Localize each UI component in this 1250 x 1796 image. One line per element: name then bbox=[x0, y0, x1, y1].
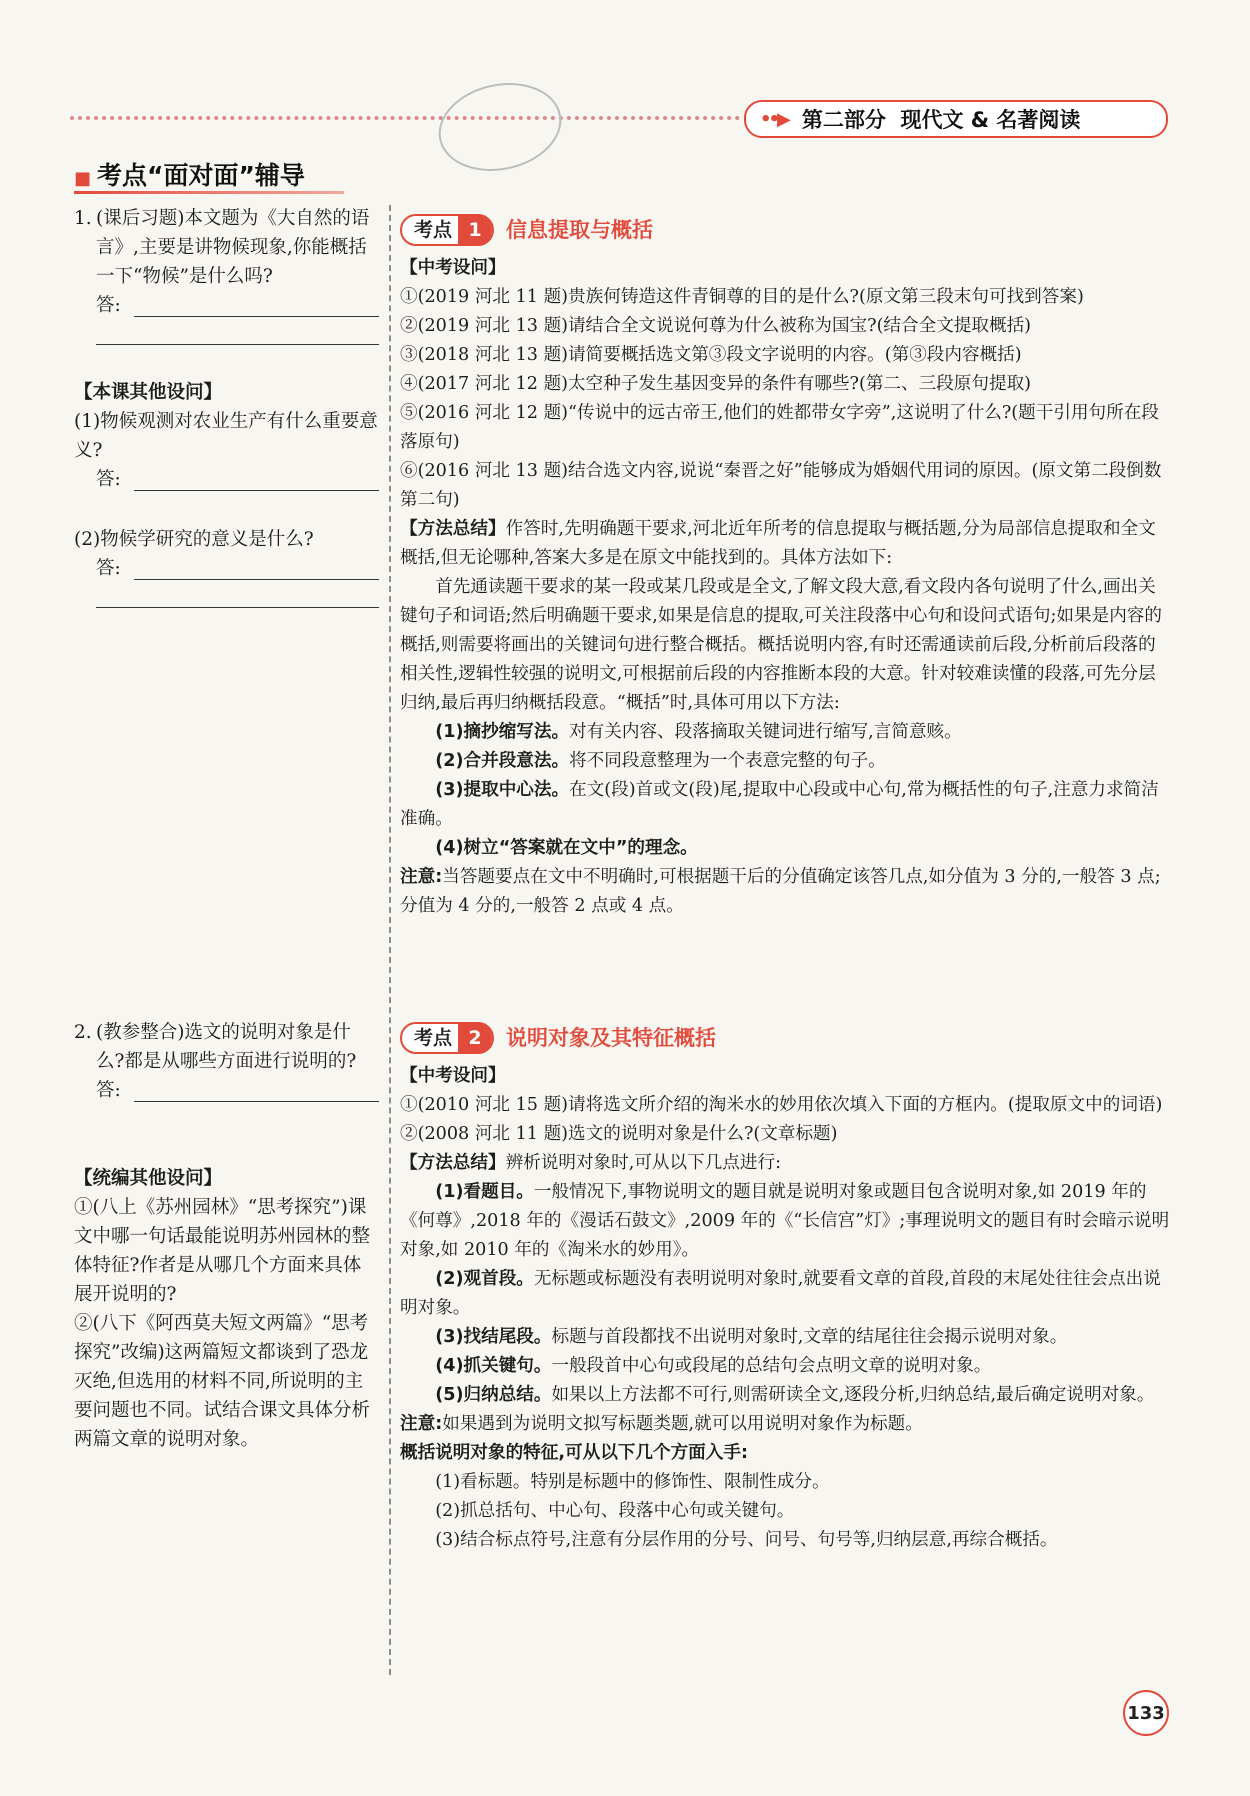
textbook-other-questions bbox=[74, 1164, 379, 1454]
method-item: (2)合并段意法。将不同段意整理为一个表意完整的句子。 bbox=[435, 751, 886, 771]
method-item: (1)摘抄缩写法。对有关内容、段落摘取关键词进行缩写,言简意赅。 bbox=[435, 722, 962, 742]
topic-2-block bbox=[400, 1020, 1170, 1555]
exam-question: ③(2018 河北 13 题)请简要概括选文第③段文字说明的内容。(第③段内容概括) bbox=[400, 345, 1022, 365]
sub-question: ②(八下《阿西莫夫短文两篇》“思考探究”改编)这两篇短文都谈到了恐龙灭绝,但选用的材料不同,所说明的主要问题也不同。试结合课文具体分析两篇文章的说明对象。 bbox=[74, 1313, 371, 1450]
question-2-block bbox=[74, 1018, 379, 1104]
exam-question: ⑥(2016 河北 13 题)结合选文内容,说说“秦晋之好”能够成为婚姻代用词的原因。(原文第二段倒数第二句) bbox=[400, 461, 1162, 510]
header-dotted-line bbox=[70, 116, 740, 120]
topic-title: 信息提取与概括 bbox=[506, 217, 654, 242]
feature-title: 概括说明对象的特征,可从以下几个方面入手: bbox=[400, 1443, 749, 1463]
note: 注意:如果遇到为说明文拟写标题类题,就可以用说明对象作为标题。 bbox=[400, 1414, 923, 1434]
subsection-title: 【本课其他设问】 bbox=[74, 382, 223, 403]
watermark-stamp bbox=[430, 72, 569, 182]
sub-question: (1)物候观测对农业生产有什么重要意义? bbox=[74, 411, 378, 461]
method-summary: 【方法总结】作答时,先明确题干要求,河北近年所考的信息提取与概括题,分为局部信息提取和全文概括,但无论哪种,答案大多是在原文中能找到的。具体方法如下: bbox=[400, 519, 1156, 568]
topic-2-heading: 考点 2 说明对象及其特征概括 bbox=[400, 1020, 1170, 1056]
method-item: (4)树立“答案就在文中”的理念。 bbox=[435, 838, 698, 858]
sub-question: ①(八上《苏州园林》“思考探究”)课文中哪一句话最能说明苏州园林的整体特征?作者是从哪几个方面来具体展开说明的? bbox=[74, 1197, 371, 1305]
method-item: (1)看题目。一般情况下,事物说明文的题目就是说明对象或题目包含说明对象,如 2019 年的《何尊》,2018 年的《漫话石鼓文》,2009 年的《“长信宫”灯》;事理说明文的题目有时会暗示说明对象,如 2010 年的《淘米水的妙用》。 bbox=[400, 1182, 1170, 1260]
answer-field-1[interactable]: 答: bbox=[74, 291, 379, 319]
method-item: (3)提取中心法。在文(段)首或文(段)尾,提取中心段或中心句,常为概括性的句子,注意力求简洁准确。 bbox=[400, 780, 1159, 829]
topic-1-block bbox=[400, 212, 1170, 921]
section-label: 现代文 & 名著阅读 bbox=[900, 108, 1081, 132]
method-item: (5)归纳总结。如果以上方法都不可行,则需研读全文,逐段分析,归纳总结,最后确定说明对象。 bbox=[435, 1385, 1155, 1405]
answer-field[interactable]: 答: bbox=[74, 465, 379, 493]
question-2: 2. (教参整合)选文的说明对象是什么?都是从哪些方面进行说明的? bbox=[74, 1022, 357, 1072]
exam-question: ④(2017 河北 12 题)太空种子发生基因变异的条件有哪些?(第二、三段原句提取) bbox=[400, 374, 1032, 394]
exam-question: ⑤(2016 河北 12 题)“传说中的远古帝王,他们的姓都带女字旁”,这说明了什么?(题干引用句所在段落原句) bbox=[400, 403, 1159, 452]
note: 注意:当答题要点在文中不明确时,可根据题干后的分值确定该答几点,如分值为 3 分的,一般答 3 点;分值为 4 分的,一般答 2 点或 4 点。 bbox=[400, 867, 1161, 916]
exam-question: ②(2019 河北 13 题)请结合全文说说何尊为什么被称为国宝?(结合全文提取概括) bbox=[400, 316, 1032, 336]
question-1: 1. (课后习题)本文题为《大自然的语言》,主要是讲物候现象,你能概括一下“物候”是什么吗? bbox=[74, 208, 370, 287]
part-label: 第二部分 bbox=[801, 108, 886, 132]
answer-field-2[interactable]: 答: bbox=[74, 1076, 379, 1104]
exam-question: ①(2019 河北 11 题)贵族何铸造这件青铜尊的目的是什么?(原文第三段末句可找到答案) bbox=[400, 287, 1084, 307]
subsection-title: 【中考设问】 bbox=[400, 1066, 506, 1086]
exam-question: ②(2008 河北 11 题)选文的说明对象是什么?(文章标题) bbox=[400, 1124, 838, 1144]
topic-1-heading: 考点 1 信息提取与概括 bbox=[400, 212, 1170, 248]
method-paragraph: 首先通读题干要求的某一段或某几段或是全文,了解文段大意,看文段内各句说明了什么,画出关键句子和词语;然后明确题干要求,如果是信息的提取,可关注段落中心句和设问式语句;如果是内容的概括,则需要将画出的关键词句进行整合概括。概括说明内容,有时还需通读前后段,分析前后段落的相关性,逻辑性较强的说明文,可根据前后段的内容推断本段的大意。针对较难读懂的段落,可先分层归纳,最后再归纳概括段意。“概括”时,具体可用以下方法: bbox=[400, 577, 1162, 713]
sub-question: (2)物候学研究的意义是什么? bbox=[74, 529, 314, 550]
method-item: (3)找结尾段。标题与首段都找不出说明对象时,文章的结尾往往会揭示说明对象。 bbox=[435, 1327, 1068, 1347]
answer-field[interactable]: 答: bbox=[74, 554, 379, 582]
square-marker-icon: ■ bbox=[74, 168, 92, 189]
feature-item: (1)看标题。特别是标题中的修饰性、限制性成分。 bbox=[435, 1472, 830, 1492]
topic-title: 说明对象及其特征概括 bbox=[506, 1025, 717, 1050]
title-underline bbox=[74, 191, 344, 194]
lesson-other-questions bbox=[74, 378, 379, 610]
method-item: (2)观首段。无标题或标题没有表明说明对象时,就要看文章的首段,首段的末尾处往往会点出说明对象。 bbox=[400, 1269, 1161, 1318]
column-divider bbox=[389, 205, 391, 1675]
part-banner bbox=[744, 100, 1168, 138]
subsection-title: 【统编其他设问】 bbox=[74, 1168, 223, 1189]
exam-question: ①(2010 河北 15 题)请将选文所介绍的淘米水的妙用依次填入下面的方框内。(提取原文中的词语) bbox=[400, 1095, 1163, 1115]
page-number: 133 bbox=[1123, 1690, 1169, 1736]
question-1-block bbox=[74, 204, 379, 347]
subsection-title: 【中考设问】 bbox=[400, 258, 506, 278]
feature-item: (3)结合标点符号,注意有分层作用的分号、问号、句号等,归纳层意,再综合概括。 bbox=[435, 1530, 1058, 1550]
page-title: ■ 考点“面对面”辅导 bbox=[74, 161, 305, 190]
feature-item: (2)抓总括句、中心句、段落中心句或关键句。 bbox=[435, 1501, 795, 1521]
arrow-icon: ••▶ bbox=[760, 108, 788, 130]
method-item: (4)抓关键句。一般段首中心句或段尾的总结句会点明文章的说明对象。 bbox=[435, 1356, 992, 1376]
method-summary: 【方法总结】辨析说明对象时,可从以下几点进行: bbox=[400, 1153, 782, 1173]
topic-number: 2 bbox=[458, 1023, 492, 1053]
topic-number: 1 bbox=[458, 215, 492, 245]
answer-line[interactable] bbox=[74, 582, 379, 610]
answer-line[interactable] bbox=[74, 319, 379, 347]
